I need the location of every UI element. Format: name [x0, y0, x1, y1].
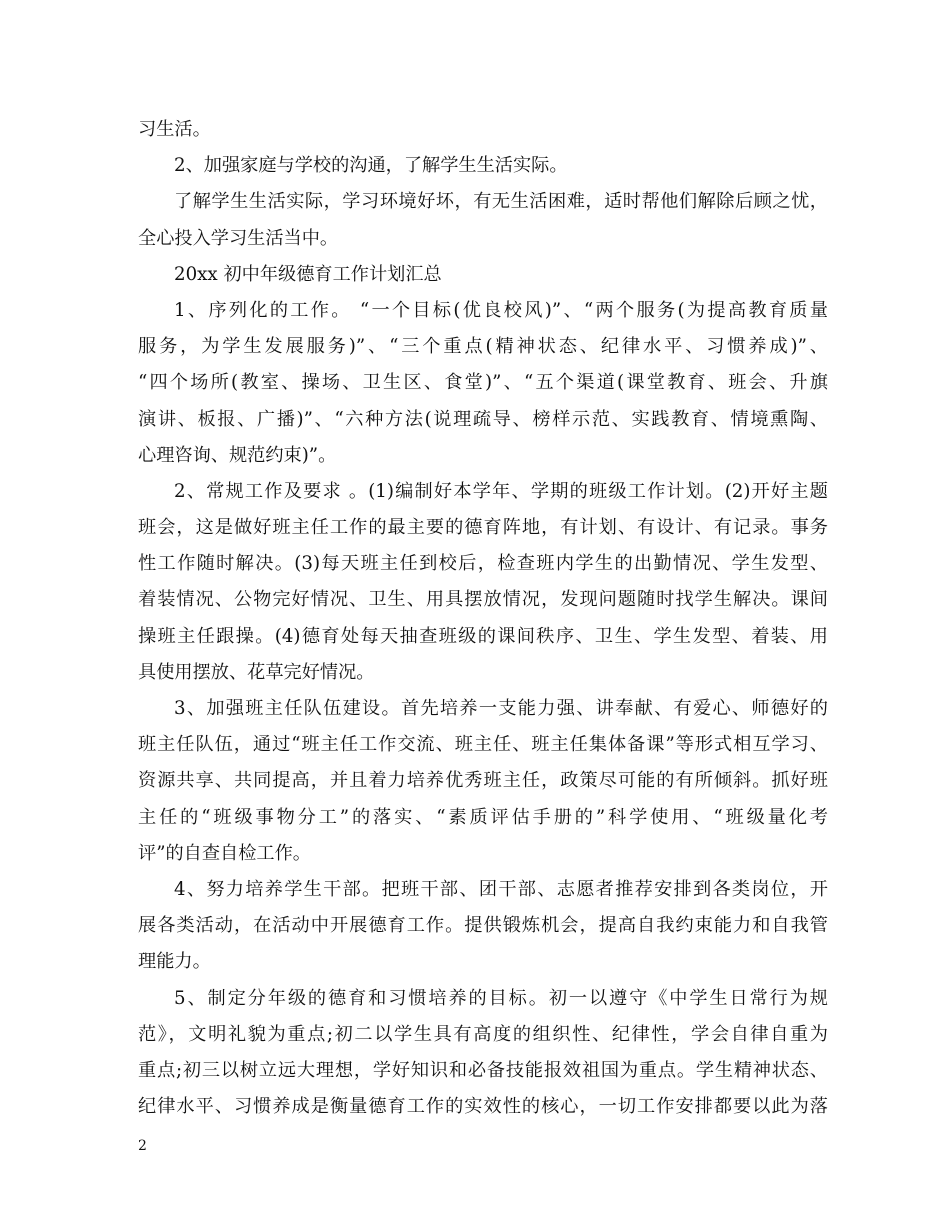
text-line: 理能力。 — [138, 951, 211, 973]
section-heading: 20xx 初中年级德育工作计划汇总 — [174, 263, 442, 285]
text-line: 纪律水平、习惯养成是衡量德育工作的实效性的核心，一切工作安排都要以此为落 — [138, 1096, 828, 1118]
text-line: 心理咨询、规范约束)”。 — [138, 444, 337, 466]
text-line: 5、制定分年级的德育和习惯培养的目标。初一以遵守《中学生日常行为规 — [174, 987, 828, 1009]
document-body — [138, 112, 828, 1125]
text-line: 资源共享、共同提高，并且着力培养优秀班主任，政策尽可能的有所倾斜。抓好班 — [138, 770, 828, 792]
text-line: 性工作随时解决。(3)每天班主任到校后，检查班内学生的出勤情况、学生发型、 — [138, 553, 828, 575]
text-line: 3、加强班主任队伍建设。首先培养一支能力强、讲奉献、有爱心、师德好的 — [174, 698, 828, 719]
text-line: 主任的“班级事物分工”的落实、“素质评估手册的”科学使用、“班级量化考 — [138, 806, 828, 828]
text-line: 服务，为学生发展服务)”、“三个重点(精神状态、纪律水平、习惯养成)”、 — [138, 336, 828, 358]
text-line: 4、努力培养学生干部。把班干部、团干部、志愿者推荐安排到各类岗位，开 — [174, 878, 828, 900]
text-line: 着装情况、公物完好情况、卫生、用具摆放情况，发现问题随时找学生解决。课间 — [138, 589, 828, 611]
text-line: 班主任队伍，通过“班主任工作交流、班主任、班主任集体备课”等形式相互学习、 — [138, 734, 828, 756]
text-line: 2、常规工作及要求 。(1)编制好本学年、学期的班级工作计划。(2)开好主题 — [174, 480, 828, 502]
text-line: 演讲、板报、广播)”、“六种方法(说理疏导、榜样示范、实践教育、情境熏陶、 — [138, 408, 828, 430]
text-line: 全心投入学习生活当中。 — [138, 227, 339, 249]
text-line: 操班主任跟操。(4)德育处每天抽查班级的课间秩序、卫生、学生发型、着装、用 — [138, 625, 828, 647]
text-line: 展各类活动，在活动中开展德育工作。提供锻炼机会，提高自我约束能力和自我管 — [138, 915, 828, 937]
text-line: 具使用摆放、花草完好情况。 — [138, 661, 375, 683]
text-line: 习生活。 — [138, 119, 211, 140]
text-line: 评”的自查自检工作。 — [138, 842, 311, 864]
text-line: 重点;初三以树立远大理想，学好知识和必备技能报效祖国为重点。学生精神状态、 — [138, 1059, 828, 1081]
text-line: 2、加强家庭与学校的沟通，了解学生生活实际。 — [174, 155, 568, 177]
text-line: 了解学生生活实际，学习环境好坏，有无生活困难，适时帮他们解除后顾之忧， — [174, 191, 828, 213]
text-line: 1、序列化的工作。 “一个目标(优良校风)”、“两个服务(为提高教育质量 — [174, 299, 828, 321]
page-number: 2 — [138, 1138, 147, 1154]
text-line: “四个场所(教室、操场、卫生区、食堂)”、“五个渠道(课堂教育、班会、升旗 — [138, 372, 828, 394]
text-line: 班会，这是做好班主任工作的最主要的德育阵地，有计划、有设计、有记录。事务 — [138, 517, 828, 539]
text-line: 范》，文明礼貌为重点;初二以学生具有高度的组织性、纪律性，学会自律自重为 — [138, 1023, 828, 1045]
